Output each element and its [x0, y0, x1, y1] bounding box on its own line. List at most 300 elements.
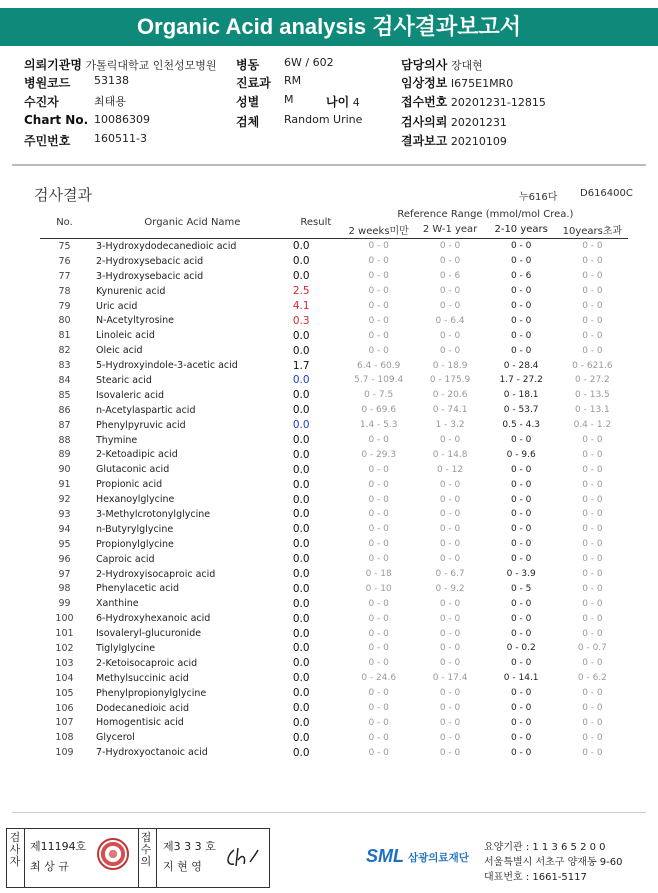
result-value: 1.7	[292, 359, 310, 372]
age-value: 4	[352, 96, 360, 109]
age-label: 나이	[326, 95, 350, 109]
result-value: 0.0	[292, 627, 310, 640]
reference-range: 0 - 29.3	[361, 449, 397, 460]
reference-range: 0 - 0	[582, 479, 603, 490]
table-row	[40, 313, 628, 328]
row-number: 102	[55, 642, 74, 654]
reference-range: 0 - 0.7	[577, 643, 607, 654]
chart-value: 10086309	[94, 113, 150, 126]
reference-range: 0 - 0	[368, 271, 389, 282]
result-value: 4.1	[292, 300, 310, 312]
row-number: 101	[55, 628, 74, 640]
reference-range: 0 - 0	[439, 688, 461, 699]
reference-range: 0 - 0	[368, 315, 389, 326]
row-number: 75	[58, 240, 71, 252]
result-value: 0.0	[292, 553, 310, 566]
result-value: 0.0	[292, 716, 310, 729]
acid-name: Thymine	[96, 434, 138, 446]
reference-range: 0 - 0	[439, 554, 461, 565]
row-number: 105	[55, 687, 74, 699]
reference-range: 0 - 0	[510, 479, 532, 490]
reference-range: 0 - 0	[510, 598, 532, 609]
specimen-value: Random Urine	[284, 113, 363, 126]
reference-range: 0 - 18.9	[432, 360, 468, 371]
reference-range: 0 - 0	[582, 569, 603, 580]
row-number: 84	[58, 374, 71, 386]
acid-name: Methylsuccinic acid	[96, 672, 189, 684]
resident-label: 주민번호	[24, 134, 71, 148]
reference-range: 0 - 0	[439, 286, 461, 297]
reference-range: 0 - 0	[582, 658, 603, 669]
table-row	[40, 730, 628, 745]
result-value: 0.0	[292, 270, 310, 283]
request-value: 20201231	[450, 116, 507, 129]
reference-range: 0 - 9.2	[435, 583, 465, 594]
hospital-code-label: 병원코드	[24, 76, 71, 90]
reference-range: 0 - 0	[439, 345, 461, 356]
official-seal-icon	[97, 838, 129, 870]
clinical-value: I675E1MR0	[450, 77, 514, 90]
row-number: 107	[55, 717, 74, 729]
reference-range: 0 - 0	[439, 494, 461, 505]
reference-range: 0 - 0	[368, 509, 389, 520]
result-value: 0.0	[292, 463, 310, 476]
org-address: 서울특별시 서초구 양재동 9-60	[484, 857, 623, 868]
report-value: 20210109	[450, 135, 507, 148]
acid-name: Glutaconic acid	[96, 464, 170, 476]
institution-label: 의뢰기관명	[24, 58, 82, 72]
reference-range: 0 - 0	[582, 613, 603, 624]
reference-range: 0 - 0	[510, 241, 532, 252]
table-row	[40, 567, 628, 582]
reference-range: 0 - 0	[368, 330, 389, 341]
acid-name: Phenylpyruvic acid	[96, 419, 186, 431]
row-number: 109	[55, 747, 74, 759]
table-row	[40, 552, 628, 567]
row-number: 108	[55, 732, 74, 744]
reference-range: 0 - 20.6	[432, 390, 468, 401]
row-number: 103	[55, 657, 74, 669]
reference-range: 0 - 0	[439, 479, 461, 490]
dept-value: RM	[284, 74, 302, 87]
reference-range: 0 - 0	[439, 643, 461, 654]
result-value: 0.0	[292, 344, 310, 357]
reference-range: 0 - 0	[368, 613, 389, 624]
receiver-label: 접 수 의	[140, 831, 152, 868]
table-row	[40, 671, 628, 686]
acid-name: Hexanoylglycine	[96, 494, 175, 506]
reference-range: 0 - 0.2	[506, 643, 536, 654]
reference-range: 0 - 5	[510, 583, 532, 594]
reference-range: 0 - 0	[439, 747, 461, 758]
reference-range: 0 - 0	[368, 256, 389, 267]
reference-range: 0 - 0	[510, 539, 532, 550]
footer-divider	[12, 812, 646, 813]
doctor-value: 장대현	[450, 59, 483, 72]
result-value: 2.5	[292, 285, 310, 298]
table-row	[40, 433, 628, 448]
table-row	[40, 254, 628, 269]
row-number: 79	[58, 300, 71, 312]
reference-range: 0 - 0	[368, 286, 389, 297]
acid-name: Tiglylglycine	[96, 642, 156, 654]
reference-range: 0 - 0	[368, 479, 389, 490]
reference-range: 0 - 0	[368, 435, 389, 446]
reference-range: 0 - 3.9	[506, 569, 536, 580]
reference-range: 0 - 0	[510, 345, 532, 356]
acid-name: Kynurenic acid	[96, 285, 166, 297]
doctor-label: 담당의사	[401, 58, 448, 72]
reference-range: 0.5 - 4.3	[502, 420, 540, 431]
result-value: 0.0	[292, 419, 310, 432]
reference-range: 0 - 0	[510, 301, 532, 311]
result-value: 0.0	[292, 642, 310, 655]
reference-range: 0 - 13.1	[575, 405, 610, 416]
reference-range: 0 - 0	[510, 732, 532, 743]
result-value: 0.0	[292, 508, 310, 521]
acid-name: n-Acetylaspartic acid	[96, 404, 196, 416]
table-row	[40, 284, 628, 299]
table-row	[40, 745, 628, 760]
result-code-1: 누616다	[519, 192, 558, 203]
resident-value: 160511-3	[94, 132, 147, 145]
reference-range: 0 - 18.1	[503, 390, 539, 401]
reference-range: 0 - 0	[582, 583, 603, 594]
result-value: 0.0	[292, 568, 310, 581]
examiner-id: 제11194호	[30, 840, 87, 853]
table-row	[40, 581, 628, 596]
row-number: 100	[55, 613, 74, 625]
reference-range: 5.7 - 109.4	[354, 375, 404, 386]
reference-range: 0 - 0	[582, 747, 603, 758]
table-row	[40, 343, 628, 358]
reference-range: 0 - 0	[368, 717, 389, 728]
result-value: 0.0	[292, 731, 310, 744]
acid-name: Isovaleric acid	[96, 389, 164, 401]
row-number: 106	[55, 702, 74, 714]
reference-range: 0 - 0	[510, 286, 532, 297]
reference-range: 0 - 0	[439, 256, 461, 267]
acid-name: 5-Hydroxyindole-3-acetic acid	[96, 360, 238, 372]
reference-range: 0 - 0	[510, 464, 532, 475]
reference-range: 0 - 0	[368, 494, 389, 505]
ref-range-header: 2 weeks미만	[343, 221, 415, 239]
col-name-header: Organic Acid Name	[89, 207, 290, 239]
row-number: 77	[58, 270, 71, 282]
info-divider	[12, 164, 646, 166]
reference-range: 0 - 74.1	[432, 405, 468, 416]
reference-range: 0 - 0	[368, 732, 389, 743]
reference-range: 0 - 0	[368, 703, 389, 714]
report-title: Organic Acid analysis 검사결과보고서	[0, 8, 658, 46]
reference-range: 0 - 28.4	[503, 360, 539, 371]
table-row	[40, 656, 628, 671]
reference-range: 0 - 0	[510, 435, 532, 446]
row-number: 82	[58, 345, 71, 357]
hospital-code-value: 53138	[94, 74, 129, 87]
reference-range: 0 - 53.7	[503, 405, 539, 416]
table-row	[40, 522, 628, 537]
reference-range: 0 - 0	[582, 717, 603, 728]
reference-range: 0 - 0	[368, 241, 389, 252]
examiner-label: 검 사 자	[9, 831, 21, 868]
reference-range: 0 - 14.1	[503, 673, 539, 684]
reference-range: 0.4 - 1.2	[573, 420, 612, 431]
col-no-header: No.	[40, 207, 89, 239]
acid-name: Glycerol	[96, 732, 135, 744]
examinee-value: 최태용	[94, 95, 126, 108]
row-number: 85	[58, 389, 71, 401]
result-value: 0.0	[292, 389, 310, 402]
reference-range: 0 - 0	[368, 539, 389, 550]
reference-range: 0 - 0	[439, 301, 461, 311]
reference-range: 0 - 175.9	[429, 375, 471, 386]
reference-range: 0 - 0	[368, 598, 389, 609]
reference-range: 0 - 0	[439, 539, 461, 550]
reference-range: 0 - 0	[582, 256, 603, 267]
reference-range: 0 - 0	[368, 464, 389, 475]
acid-name: Linoleic acid	[96, 330, 155, 342]
result-value: 0.0	[292, 672, 310, 685]
reference-range: 0 - 69.6	[361, 405, 397, 416]
row-number: 76	[58, 255, 71, 267]
acid-name: Xanthine	[96, 598, 139, 610]
table-row	[40, 388, 628, 403]
table-row	[40, 686, 628, 701]
reference-range: 0 - 0	[368, 643, 389, 654]
reference-range: 0 - 0	[439, 717, 461, 728]
col-result-header: Result	[290, 207, 343, 239]
reference-range: 0 - 0	[582, 271, 603, 282]
result-value: 0.0	[292, 597, 310, 610]
reference-range: 0 - 0	[368, 301, 389, 311]
reference-range: 0 - 18	[365, 569, 392, 580]
result-code-2: D616400C	[580, 188, 633, 199]
row-number: 104	[55, 672, 74, 684]
reference-range: 0 - 14.8	[432, 449, 468, 460]
reference-range: 0 - 6.4	[435, 315, 465, 326]
reference-range: 0 - 0	[439, 658, 461, 669]
reference-range: 1.7 - 27.2	[499, 375, 543, 386]
examiner-name: 최 상 규	[30, 860, 69, 873]
reference-range: 0 - 0	[510, 703, 532, 714]
org-phone: 대표번호 : 1661-5117	[484, 872, 587, 883]
receipt-label: 접수번호	[401, 95, 448, 109]
reference-range: 0 - 0	[439, 628, 461, 639]
result-value: 0.0	[292, 746, 310, 759]
reference-range: 0 - 0	[582, 732, 603, 743]
report-label: 결과보고	[401, 134, 448, 148]
table-row	[40, 596, 628, 611]
reference-range: 0 - 0	[510, 524, 532, 535]
reference-range: 0 - 0	[582, 688, 603, 699]
examinee-label: 수진자	[24, 95, 59, 109]
reference-range: 0 - 0	[510, 658, 532, 669]
reference-range: 0 - 24.6	[361, 673, 397, 684]
reference-range: 0 - 0	[510, 628, 532, 639]
ref-range-header: 10years초과	[557, 221, 628, 239]
acid-name: 3-Methylcrotonylglycine	[96, 508, 211, 520]
acid-name: 3-Hydroxysebacic acid	[96, 270, 204, 282]
acid-name: Phenylacetic acid	[96, 583, 180, 595]
reference-range: 0 - 0	[582, 554, 603, 565]
reference-range: 0 - 621.6	[572, 360, 613, 371]
acid-name: 3-Hydroxydodecanedioic acid	[96, 240, 237, 252]
receipt-value: 20201231-12815	[450, 96, 546, 109]
dept-label: 진료과	[236, 76, 271, 90]
reference-range: 0 - 0	[510, 688, 532, 699]
ward-label: 병동	[236, 58, 260, 72]
institution-code: 요양기관 : 1 1 3 6 5 2 0 0	[484, 842, 606, 853]
receiver-id: 제3 3 3 호	[163, 840, 216, 853]
reference-range: 0 - 0	[439, 703, 461, 714]
reference-range: 0 - 0	[439, 598, 461, 609]
result-value: 0.0	[292, 702, 310, 715]
row-number: 81	[58, 330, 71, 342]
table-row	[40, 611, 628, 626]
ward-value: 6W / 602	[284, 56, 334, 69]
specimen-label: 검체	[236, 115, 260, 129]
ref-range-header: 2-10 years	[486, 221, 557, 239]
result-value: 0.0	[292, 329, 310, 342]
acid-name: N-Acetyltyrosine	[96, 315, 175, 327]
reference-range: 0 - 0	[582, 301, 603, 311]
reference-range: 0 - 0	[368, 688, 389, 699]
reference-range: 0 - 0	[582, 435, 603, 446]
reference-range: 0 - 0	[582, 539, 603, 550]
reference-range: 0 - 0	[510, 330, 532, 341]
sml-logo: SML	[366, 846, 404, 866]
row-number: 80	[58, 315, 71, 327]
acid-name: Uric acid	[96, 300, 138, 312]
row-number: 94	[58, 523, 71, 535]
acid-name: Stearic acid	[96, 374, 152, 386]
signature-icon	[224, 846, 260, 870]
reference-range: 0 - 0	[439, 732, 461, 743]
reference-range: 0 - 0	[368, 747, 389, 758]
result-value: 0.0	[292, 538, 310, 551]
reference-range: 0 - 0	[439, 330, 461, 341]
acid-name: Phenylpropionylglycine	[96, 687, 207, 699]
row-number: 95	[58, 538, 71, 550]
acid-name: Caproic acid	[96, 553, 155, 565]
result-value: 0.0	[292, 478, 310, 491]
reference-range: 0 - 0	[368, 658, 389, 669]
table-row	[40, 447, 628, 462]
row-number: 88	[58, 434, 71, 446]
row-number: 86	[58, 404, 71, 416]
reference-range: 0 - 12	[436, 464, 464, 475]
institution-value: 가톨릭대학교 인천성모병원	[85, 59, 217, 72]
table-row	[40, 701, 628, 716]
row-number: 87	[58, 419, 71, 431]
acid-name: n-Butyrylglycine	[96, 523, 174, 535]
reference-range: 0 - 0	[510, 494, 532, 505]
reference-range: 0 - 0	[582, 509, 603, 520]
row-number: 78	[58, 285, 71, 297]
reference-range: 0 - 6	[510, 271, 532, 282]
reference-range: 0 - 0	[582, 449, 603, 460]
table-row	[40, 641, 628, 656]
reference-range: 0 - 6.7	[435, 569, 465, 580]
clinical-label: 임상정보	[401, 76, 448, 90]
row-number: 96	[58, 553, 71, 565]
table-row	[40, 477, 628, 492]
sex-label: 성별	[236, 95, 260, 109]
reference-range: 0 - 0	[368, 628, 389, 639]
acid-name: 2-Hydroxyisocaproic acid	[96, 568, 216, 580]
reference-range: 0 - 0	[368, 345, 389, 356]
table-row	[40, 492, 628, 507]
result-value: 0.0	[292, 582, 310, 595]
table-row	[40, 418, 628, 433]
row-number: 89	[58, 449, 71, 461]
col-ref-header: Reference Range (mmol/mol Crea.)	[397, 209, 574, 220]
acid-name: Dodecanedioic acid	[96, 702, 189, 714]
reference-range: 0 - 0	[582, 286, 603, 297]
result-value: 0.0	[292, 404, 310, 417]
table-row	[40, 537, 628, 552]
reference-range: 0 - 7.5	[364, 390, 394, 401]
reference-range: 0 - 0	[582, 464, 603, 475]
row-number: 83	[58, 360, 71, 372]
reference-range: 0 - 0	[582, 315, 603, 326]
reference-range: 0 - 0	[439, 524, 461, 535]
row-number: 90	[58, 464, 71, 476]
table-row	[40, 462, 628, 477]
result-value: 0.0	[292, 657, 310, 670]
reference-range: 0 - 6	[439, 271, 461, 282]
reference-range: 0 - 0	[439, 435, 461, 446]
results-table	[40, 207, 628, 760]
reference-range: 0 - 0	[582, 628, 603, 639]
table-row	[40, 403, 628, 418]
table-row	[40, 507, 628, 522]
acid-name: 2-Ketoisocaproic acid	[96, 657, 198, 669]
reference-range: 0 - 0	[439, 613, 461, 624]
result-value: 0.0	[292, 448, 310, 461]
reference-range: 0 - 17.4	[432, 673, 468, 684]
result-value: 0.0	[292, 374, 310, 387]
result-value: 0.0	[292, 240, 310, 253]
reference-range: 0 - 0	[368, 524, 389, 535]
reference-range: 0 - 0	[510, 509, 532, 520]
result-value: 0.0	[292, 493, 310, 506]
row-number: 91	[58, 479, 71, 491]
reference-range: 0 - 0	[582, 345, 603, 356]
table-row	[40, 269, 628, 284]
reference-range: 0 - 0	[510, 554, 532, 565]
reference-range: 0 - 9.6	[506, 449, 536, 460]
chart-label: Chart No.	[24, 113, 89, 127]
reference-range: 0 - 0	[510, 747, 532, 758]
table-row	[40, 358, 628, 373]
reference-range: 1 - 3.2	[435, 420, 465, 431]
reference-range: 0 - 0	[510, 717, 532, 728]
reference-range: 0 - 0	[439, 241, 461, 252]
receiver-name: 지 현 영	[163, 860, 202, 873]
sex-value: M	[284, 93, 294, 106]
reference-range: 0 - 0	[582, 524, 603, 535]
reference-range: 0 - 27.2	[575, 375, 610, 386]
ref-range-header: 2 W-1 year	[415, 221, 486, 239]
row-number: 92	[58, 494, 71, 506]
reference-range: 0 - 0	[439, 509, 461, 520]
acid-name: Homogentisic acid	[96, 717, 184, 729]
acid-name: 6-Hydroxyhexanoic acid	[96, 613, 211, 625]
acid-name: 7-Hydroxyoctanoic acid	[96, 747, 208, 759]
reference-range: 0 - 0	[582, 703, 603, 714]
